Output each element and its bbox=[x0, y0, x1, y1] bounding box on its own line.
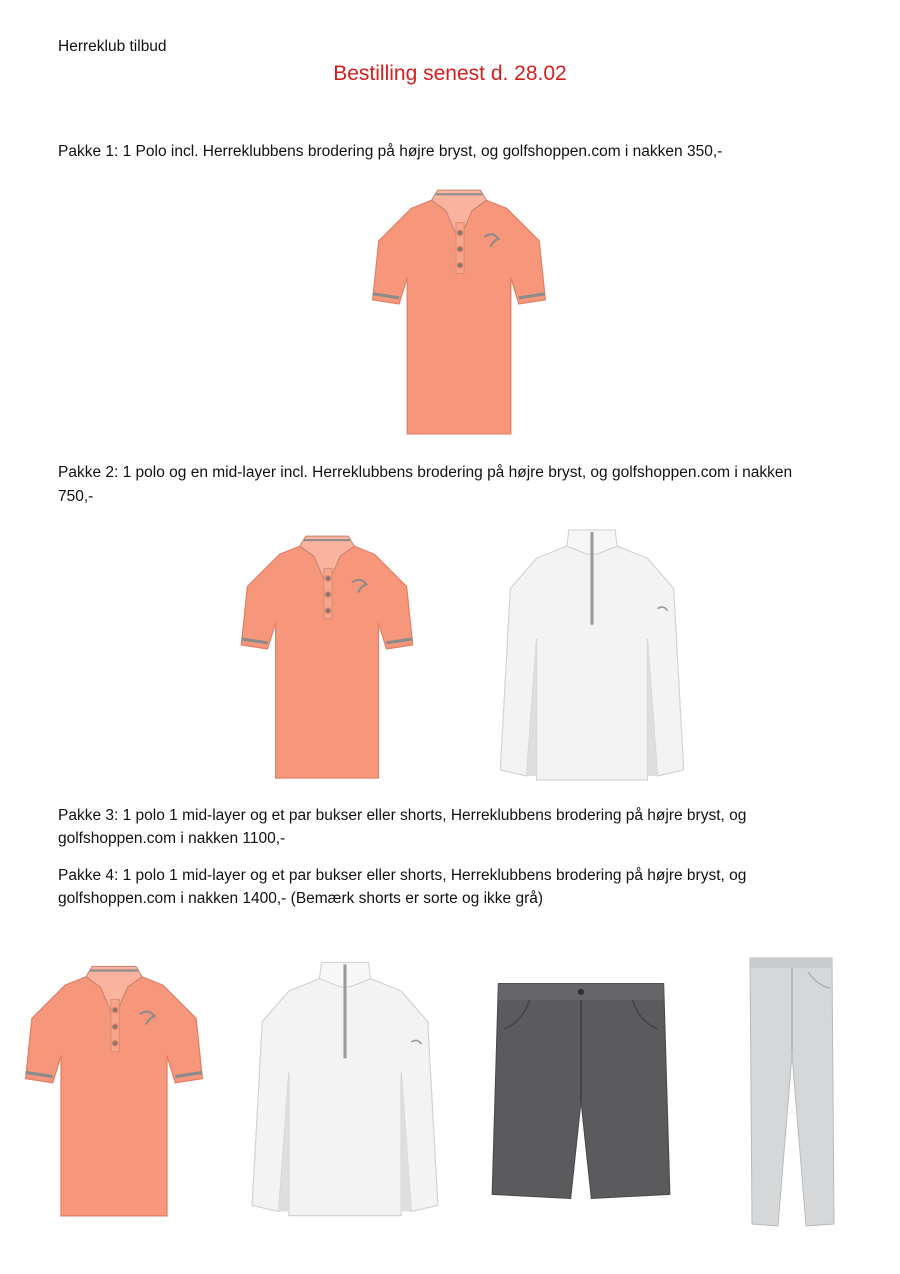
mid-layer-jacket-image bbox=[248, 958, 442, 1220]
document-header: Herreklub tilbud bbox=[58, 38, 167, 55]
polo-shirt-image bbox=[22, 956, 206, 1220]
polo-shirt-image bbox=[370, 180, 548, 438]
golf-shorts-image bbox=[488, 958, 674, 1222]
package-3-description-line-1: Pakke 3: 1 polo 1 mid-layer og et par bukser eller shorts, Herreklubbens brodering på højre bryst, og bbox=[58, 807, 747, 824]
golf-pants-image bbox=[746, 952, 838, 1232]
package-2-description-line-2: 750,- bbox=[58, 488, 94, 505]
package-2-description-line-1: Pakke 2: 1 polo og en mid-layer incl. Herreklubbens brodering på højre bryst, og golfshoppen.com i nakken bbox=[58, 464, 793, 481]
package-4-description-line-2: golfshoppen.com i nakken 1400,- (Bemærk shorts er sorte og ikke grå) bbox=[58, 890, 544, 907]
order-deadline-title: Bestilling senest d. 28.02 bbox=[333, 62, 567, 85]
package-3-description-line-2: golfshoppen.com i nakken 1100,- bbox=[58, 830, 286, 847]
package-1-description: Pakke 1: 1 Polo incl. Herreklubbens brodering på højre bryst, og golfshoppen.com i nakken 350,- bbox=[58, 143, 723, 160]
polo-shirt-image bbox=[238, 526, 416, 782]
package-4-description-line-1: Pakke 4: 1 polo 1 mid-layer og et par bukser eller shorts, Herreklubbens brodering på højre bryst, og bbox=[58, 867, 747, 884]
mid-layer-jacket-image bbox=[496, 528, 688, 782]
